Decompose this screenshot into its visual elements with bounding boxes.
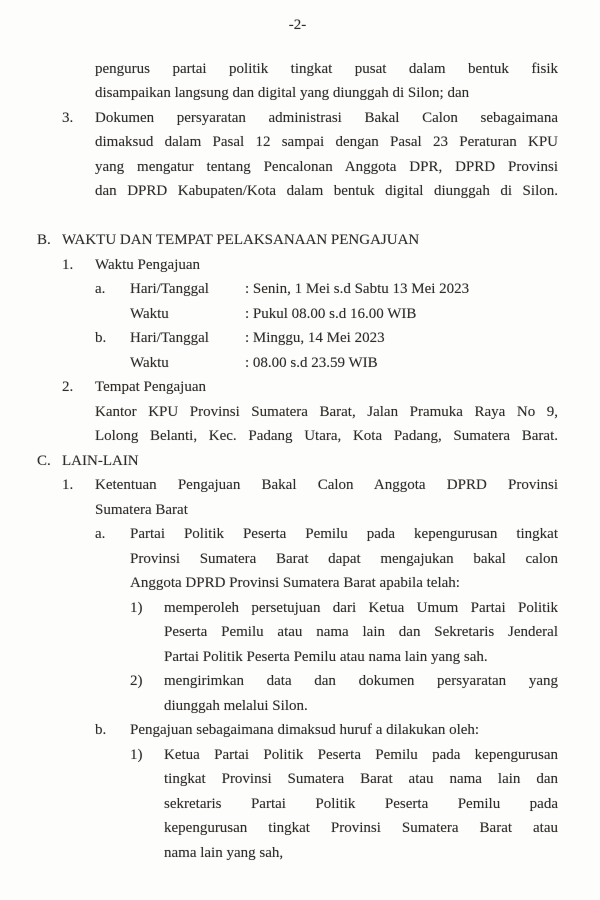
list-marker: a. — [95, 281, 106, 297]
text-line: Tempat Pengajuan — [95, 379, 206, 395]
list-marker: 2) — [130, 673, 143, 689]
paragraph — [164, 743, 558, 866]
text-line: tingkat Provinsi Sumatera Barat atau nama lain dan — [164, 771, 558, 787]
section-title — [62, 449, 558, 474]
list-marker: 1. — [62, 477, 74, 493]
text-line: pengurus partai politik tingkat pusat dalam bentuk fisik — [95, 60, 558, 77]
text-line: Ketentuan Pengajuan Bakal Calon Anggota DPRD Provinsi — [95, 477, 558, 493]
text-line: Partai Politik Peserta Pemilu atau nama lain yang sah. — [164, 648, 488, 665]
kv-value: : 08.00 s.d 23.59 WIB — [245, 354, 378, 371]
list-item-body — [130, 326, 558, 375]
blank-line — [37, 204, 558, 229]
kv-label: Waktu — [130, 305, 169, 322]
text-line: yang mengatur tentang Pencalonan Anggota DPR, DPRD Provinsi — [95, 158, 558, 175]
kv-label: Waktu — [130, 354, 169, 371]
section-c-item-1 — [37, 473, 558, 865]
list-item-3 — [37, 106, 558, 204]
list-marker: b. — [95, 330, 107, 346]
list-item-body — [95, 375, 558, 449]
section-b-heading — [37, 228, 558, 253]
text-line: WAKTU DAN TEMPAT PELAKSANAAN PENGAJUAN — [62, 232, 420, 248]
section-title — [62, 228, 558, 253]
page-number: -2- — [288, 17, 307, 33]
text-line: LAIN-LAIN — [62, 452, 139, 469]
text-line: diunggah melalui Silon. — [164, 697, 308, 714]
kv-label: Hari/Tanggal — [130, 281, 209, 297]
list-marker: 1) — [130, 599, 143, 616]
paragraph — [164, 596, 558, 670]
list-marker: 3. — [62, 109, 74, 126]
section-b-item-2 — [37, 375, 558, 449]
list-marker: 1. — [62, 256, 74, 273]
list-item-2-continuation — [37, 57, 558, 106]
text-line: sekretaris Partai Politik Peserta Pemilu pada — [164, 795, 558, 812]
text-line: dan DPRD Kabupaten/Kota dalam bentuk digital diunggah di Silon. — [95, 183, 558, 199]
kv-value: : Senin, 1 Mei s.d Sabtu 13 Mei 2023 — [245, 281, 470, 297]
section-b-item-1 — [37, 253, 558, 376]
text-line: Dokumen persyaratan administrasi Bakal Calon sebagaimana — [95, 109, 558, 126]
list-marker: b. — [95, 722, 107, 738]
sub-sub-item-1 — [130, 743, 558, 866]
text-line: Sumatera Barat — [95, 501, 188, 518]
list-marker: a. — [95, 526, 106, 542]
sub-sub-item-2 — [130, 669, 558, 718]
schedule-row — [130, 302, 558, 327]
sub-item-a — [95, 522, 558, 718]
paragraph — [95, 57, 558, 106]
kv-value: : Minggu, 14 Mei 2023 — [245, 330, 385, 346]
list-item-body — [130, 718, 558, 865]
schedule-row — [130, 351, 558, 376]
sub-item-b — [95, 718, 558, 865]
text-line: mengirimkan data dan dokumen persyaratan yang — [164, 673, 558, 689]
text-line: Waktu Pengajuan — [95, 256, 201, 273]
sub-item-b — [95, 326, 558, 375]
list-item-body — [130, 522, 558, 718]
document-content — [37, 57, 558, 866]
section-c-heading — [37, 449, 558, 474]
text-line: dimaksud dalam Pasal 12 sampai dengan Pasal 23 Peraturan KPU — [95, 134, 558, 150]
kv-value: : Pukul 08.00 s.d 16.00 WIB — [245, 305, 417, 322]
list-item-body — [95, 473, 558, 865]
sub-item-a — [95, 277, 558, 326]
list-marker: 1) — [130, 746, 143, 763]
text-line: kepengurusan tingkat Provinsi Sumatera Barat atau — [164, 820, 558, 836]
paragraph — [164, 669, 558, 718]
kv-label: Hari/Tanggal — [130, 330, 209, 346]
text-line: Pengajuan sebagaimana dimaksud huruf a dilakukan oleh: — [130, 722, 480, 738]
text-line: Peserta Pemilu atau nama lain dan Sekretaris Jenderal — [164, 624, 558, 640]
text-line: memperoleh persetujuan dari Ketua Umum Partai Politik — [164, 599, 558, 616]
text-line: Kantor KPU Provinsi Sumatera Barat, Jalan Pramuka Raya No 9, — [95, 403, 558, 420]
list-marker: 2. — [62, 379, 74, 395]
text-line: Anggota DPRD Provinsi Sumatera Barat apabila telah: — [130, 575, 460, 591]
text-line: Provinsi Sumatera Barat dapat mengajukan bakal calon — [130, 550, 558, 567]
list-item-body — [130, 277, 558, 326]
schedule-row — [130, 326, 558, 351]
paragraph — [95, 106, 558, 204]
text-line: disampaikan langsung dan digital yang diunggah di Silon; dan — [95, 85, 470, 101]
sub-sub-item-1 — [130, 596, 558, 670]
section-marker: C. — [37, 452, 51, 469]
text-line: nama lain yang sah, — [164, 844, 284, 861]
text-line: Partai Politik Peserta Pemilu pada kepengurusan tingkat — [130, 526, 558, 542]
section-marker: B. — [37, 232, 51, 248]
text-line: Ketua Partai Politik Peserta Pemilu pada kepengurusan — [164, 746, 558, 763]
text-line: Lolong Belanti, Kec. Padang Utara, Kota Padang, Sumatera Barat. — [95, 428, 558, 444]
list-item-body — [95, 253, 558, 376]
schedule-row — [130, 277, 558, 302]
